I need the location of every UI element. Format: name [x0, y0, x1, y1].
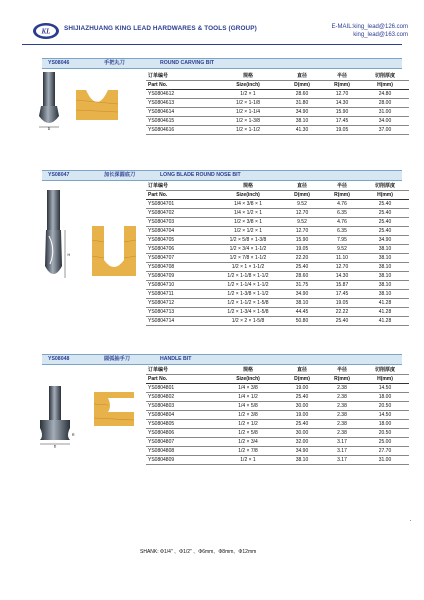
table-row [146, 227, 409, 236]
table-row [146, 117, 409, 126]
table-row [146, 438, 409, 447]
table-row [146, 99, 409, 108]
table-cell: 6.35 [323, 209, 361, 218]
table-cell: 19.05 [323, 126, 361, 135]
spec-table-round-carving [146, 72, 409, 135]
section-name-cn: 手把丸刀 [104, 60, 125, 66]
table-cell: 1/2 × 5/8 [215, 429, 281, 438]
table-cell: 34.90 [361, 236, 409, 245]
table-cell: YS0804710 [146, 281, 215, 290]
table-cell: 19.05 [281, 245, 323, 254]
table-cell: 2.38 [323, 402, 361, 411]
table-cell: R(mm) [323, 375, 361, 384]
table-cell: YS0804714 [146, 317, 215, 326]
table-cell: 1/2 × 7/8 [215, 447, 281, 456]
round-carving-bit-image [38, 72, 64, 130]
table-cell: 直径 [281, 72, 323, 81]
section-code: YS08048 [48, 356, 70, 362]
table-cell: 半径 [323, 72, 361, 81]
spec-table-long-blade [146, 182, 409, 326]
table-row [146, 90, 409, 99]
page-header [22, 20, 414, 44]
table-cell: 1/4 × 3/8 × 1 [215, 200, 281, 209]
table-cell: YS0804615 [146, 117, 215, 126]
table-cell: 25.40 [361, 209, 409, 218]
table-cell: YS0804707 [146, 254, 215, 263]
table-cell: 12.70 [281, 209, 323, 218]
table-cell: 订单编号 [146, 366, 215, 375]
table-cell: 9.52 [281, 218, 323, 227]
email-1[interactable]: king_lead@126.com [353, 24, 408, 30]
table-cell: 1/2 × 1-3/4 × 1-5/8 [215, 308, 281, 317]
table-cell: 17.45 [323, 117, 361, 126]
table-cell: Part No. [146, 191, 215, 200]
table-row [146, 272, 409, 281]
table-cell: 1/2 × 1-1/8 [215, 99, 281, 108]
table-cell: YS0804701 [146, 200, 215, 209]
table-cell: 1/2 × 1-1/4 × 1-1/2 [215, 281, 281, 290]
table-header-cn [146, 72, 409, 81]
table-cell: YS0804708 [146, 263, 215, 272]
table-header-cn [146, 366, 409, 375]
table-cell: 1/2 × 1-1/2 × 1-5/8 [215, 299, 281, 308]
section-name-cn: 加长深圆底刀 [104, 172, 136, 178]
table-cell: YS0804616 [146, 126, 215, 135]
table-cell: YS0804706 [146, 245, 215, 254]
table-cell: 31.00 [361, 456, 409, 465]
table-header-en [146, 81, 409, 90]
table-cell: 19.00 [281, 411, 323, 420]
table-cell: YS0804804 [146, 411, 215, 420]
table-row [146, 290, 409, 299]
table-cell: YS0804805 [146, 420, 215, 429]
table-cell: 37.00 [361, 126, 409, 135]
long-blade-profile-image [92, 226, 136, 276]
table-cell: 规格 [215, 182, 281, 191]
section-bar [42, 58, 402, 69]
table-row [146, 402, 409, 411]
table-cell: 28.60 [281, 90, 323, 99]
table-cell: D(mm) [281, 375, 323, 384]
section-bar [42, 354, 402, 365]
table-cell: 28.00 [361, 99, 409, 108]
long-blade-bit-image [40, 190, 70, 282]
diagram-label-d: D [53, 444, 57, 448]
table-row [146, 393, 409, 402]
table-row [146, 236, 409, 245]
table-cell: YS0804704 [146, 227, 215, 236]
table-cell: 1/2 × 3/8 × 1 [215, 218, 281, 227]
table-cell: YS0804711 [146, 290, 215, 299]
table-cell: 1/2 × 1-1/4 [215, 108, 281, 117]
table-cell: 34.90 [281, 290, 323, 299]
table-cell: 切削厚度 [361, 72, 409, 81]
table-cell: D(mm) [281, 81, 323, 90]
table-cell: YS0804802 [146, 393, 215, 402]
table-cell: 20.50 [361, 429, 409, 438]
table-cell: 1/4 × 5/8 [215, 402, 281, 411]
table-cell: YS0804807 [146, 438, 215, 447]
table-cell: 订单编号 [146, 182, 215, 191]
table-cell: 25.40 [281, 420, 323, 429]
section-round-carving-bit [42, 58, 402, 69]
table-cell: 4.76 [323, 200, 361, 209]
table-row [146, 317, 409, 326]
table-cell: 30.00 [281, 402, 323, 411]
table-cell: Size(inch) [215, 375, 281, 384]
table-cell: 规格 [215, 72, 281, 81]
table-cell: 19.05 [323, 299, 361, 308]
table-cell: 1/2 × 1-1/2 [215, 126, 281, 135]
table-cell: 1/2 × 3/4 [215, 438, 281, 447]
table-cell: 25.40 [281, 263, 323, 272]
section-code: YS08047 [48, 172, 70, 178]
table-row [146, 281, 409, 290]
table-cell: 12.70 [323, 90, 361, 99]
table-cell: 2.38 [323, 411, 361, 420]
table-cell: 1/2 × 1/2 [215, 420, 281, 429]
table-cell: 19.00 [281, 384, 323, 393]
table-cell: YS0804806 [146, 429, 215, 438]
email-label: E-MAIL: [331, 24, 354, 30]
table-cell: 41.28 [361, 299, 409, 308]
table-cell: H(mm) [361, 375, 409, 384]
header-divider [22, 44, 402, 45]
table-cell: 24.80 [361, 90, 409, 99]
table-row [146, 429, 409, 438]
section-long-blade-round-nose [42, 170, 402, 181]
table-header-en [146, 191, 409, 200]
table-cell: 半径 [323, 182, 361, 191]
table-cell: 34.90 [281, 447, 323, 456]
table-cell: 25.40 [281, 393, 323, 402]
table-cell: 12.70 [323, 263, 361, 272]
table-row [146, 254, 409, 263]
table-cell: 2.38 [323, 429, 361, 438]
email-block [332, 23, 408, 39]
table-cell: 9.52 [281, 200, 323, 209]
table-cell: 38.10 [281, 117, 323, 126]
company-name: SHIJIAZHUANG KING LEAD HARDWARES & TOOLS (GROUP) [64, 25, 257, 32]
table-cell: 1/4 × 1/2 × 1 [215, 209, 281, 218]
table-cell: 27.70 [361, 447, 409, 456]
table-cell: 规格 [215, 366, 281, 375]
table-row [146, 411, 409, 420]
table-cell: 1/2 × 5/8 × 1-3/8 [215, 236, 281, 245]
table-cell: 14.50 [361, 411, 409, 420]
table-cell: YS0804801 [146, 384, 215, 393]
table-cell: 38.10 [361, 245, 409, 254]
table-cell: 25.40 [323, 317, 361, 326]
table-cell: 17.45 [323, 290, 361, 299]
table-cell: 直径 [281, 366, 323, 375]
table-cell: YS0804613 [146, 99, 215, 108]
table-cell: 切削厚度 [361, 182, 409, 191]
table-cell: 3.17 [323, 438, 361, 447]
diagram-label-r: R [72, 433, 75, 437]
table-row [146, 308, 409, 317]
table-cell: 22.22 [323, 308, 361, 317]
handle-bit-profile-image [94, 392, 134, 426]
section-code: YS08046 [48, 60, 70, 66]
table-header-en [146, 375, 409, 384]
table-row [146, 299, 409, 308]
table-cell: 直径 [281, 182, 323, 191]
table-cell: 1/2 × 3/8 [215, 411, 281, 420]
table-cell: 1/4 × 1/2 [215, 393, 281, 402]
table-cell: YS0804703 [146, 218, 215, 227]
table-cell: Part No. [146, 81, 215, 90]
table-cell: 切削厚度 [361, 366, 409, 375]
table-cell: YS0804713 [146, 308, 215, 317]
table-cell: 41.28 [361, 317, 409, 326]
table-cell: YS0804614 [146, 108, 215, 117]
table-cell: 1/2 × 1-1/8 × 1-1/2 [215, 272, 281, 281]
table-cell: 50.80 [281, 317, 323, 326]
table-cell: 41.28 [361, 308, 409, 317]
table-cell: 38.10 [361, 281, 409, 290]
table-cell: 14.50 [361, 384, 409, 393]
table-header-cn [146, 182, 409, 191]
table-cell: R(mm) [323, 81, 361, 90]
spec-table-handle-bit [146, 366, 409, 465]
section-name-en: HANDLE BIT [160, 356, 192, 362]
table-cell: YS0804702 [146, 209, 215, 218]
table-cell: 订单编号 [146, 72, 215, 81]
table-cell: YS0804612 [146, 90, 215, 99]
table-row [146, 447, 409, 456]
table-row [146, 420, 409, 429]
table-cell: 11.10 [323, 254, 361, 263]
section-name-cn: 圆弧抽手刀 [104, 356, 130, 362]
table-cell: 31.75 [281, 281, 323, 290]
table-cell: Part No. [146, 375, 215, 384]
table-cell: 34.90 [281, 108, 323, 117]
table-row [146, 209, 409, 218]
table-cell: 7.95 [323, 236, 361, 245]
table-cell: 2.38 [323, 420, 361, 429]
table-row [146, 245, 409, 254]
diagram-label-h: H [67, 253, 70, 257]
table-cell: 半径 [323, 366, 361, 375]
table-cell: 15.87 [323, 281, 361, 290]
table-cell: 1/2 × 1/2 × 1 [215, 227, 281, 236]
table-cell: 12.70 [281, 227, 323, 236]
table-cell: 20.50 [361, 402, 409, 411]
table-cell: 28.60 [281, 272, 323, 281]
table-cell: 30.00 [281, 429, 323, 438]
table-cell: 1/2 × 3/4 × 1-1/2 [215, 245, 281, 254]
table-cell: 25.40 [361, 200, 409, 209]
table-cell: 2.38 [323, 393, 361, 402]
table-cell: 34.00 [361, 117, 409, 126]
table-cell: 1/2 × 2 × 1-5/8 [215, 317, 281, 326]
diagram-label-d: D [47, 127, 51, 130]
table-cell: 25.40 [361, 227, 409, 236]
table-cell: 25.00 [361, 438, 409, 447]
table-cell: 3.17 [323, 456, 361, 465]
table-cell: 3.17 [323, 447, 361, 456]
section-bar [42, 170, 402, 181]
table-cell: 18.00 [361, 420, 409, 429]
table-cell: Size(inch) [215, 191, 281, 200]
table-cell: H(mm) [361, 191, 409, 200]
table-cell: 44.45 [281, 308, 323, 317]
table-cell: 18.00 [361, 393, 409, 402]
table-cell: 31.00 [361, 108, 409, 117]
table-row [146, 126, 409, 135]
table-cell: 38.10 [361, 263, 409, 272]
table-cell: D(mm) [281, 191, 323, 200]
table-cell: YS0804705 [146, 236, 215, 245]
table-cell: 38.10 [361, 254, 409, 263]
table-cell: YS0804709 [146, 272, 215, 281]
table-cell: 1/2 × 1 [215, 90, 281, 99]
table-cell: 22.20 [281, 254, 323, 263]
table-cell: 1/4 × 3/8 [215, 384, 281, 393]
table-cell: YS0804803 [146, 402, 215, 411]
table-cell: 1/2 × 1 × 1-1/2 [215, 263, 281, 272]
table-cell: 14.30 [323, 272, 361, 281]
section-name-en: ROUND CARVING BIT [160, 60, 215, 66]
page-speck [410, 520, 411, 521]
table-cell: 41.30 [281, 126, 323, 135]
table-cell: 2.38 [323, 384, 361, 393]
table-cell: 1/2 × 1 [215, 456, 281, 465]
section-handle-bit [42, 354, 402, 365]
table-cell: 38.10 [281, 456, 323, 465]
table-cell: 38.10 [361, 290, 409, 299]
table-cell: 4.76 [323, 218, 361, 227]
table-cell: YS0804808 [146, 447, 215, 456]
table-cell: 32.00 [281, 438, 323, 447]
table-cell: 14.30 [323, 99, 361, 108]
table-cell: YS0804712 [146, 299, 215, 308]
table-cell: 38.10 [281, 299, 323, 308]
table-row [146, 108, 409, 117]
table-row [146, 200, 409, 209]
table-cell: 6.35 [323, 227, 361, 236]
table-cell: Size(inch) [215, 81, 281, 90]
table-cell: 1/2 × 1-3/8 × 1-1/2 [215, 290, 281, 299]
logo-text: KL [41, 27, 51, 36]
table-cell: 38.10 [361, 272, 409, 281]
section-name-en: LONG BLADE ROUND NOSE BIT [160, 172, 241, 178]
table-cell: H(mm) [361, 81, 409, 90]
table-cell: 15.90 [281, 236, 323, 245]
handle-bit-image [36, 386, 76, 448]
shank-note: SHANK: Φ1/4" 、Φ1/2" 、Φ6mm、Φ8mm、Φ12mm [140, 549, 257, 555]
table-row [146, 456, 409, 465]
table-cell: 31.80 [281, 99, 323, 108]
table-row [146, 263, 409, 272]
company-logo [32, 22, 60, 40]
table-cell: 15.90 [323, 108, 361, 117]
table-row [146, 384, 409, 393]
table-cell: 1/2 × 1-3/8 [215, 117, 281, 126]
table-cell: YS0804809 [146, 456, 215, 465]
table-cell: 1/2 × 7/8 × 1-1/2 [215, 254, 281, 263]
round-carving-profile-image [76, 90, 118, 120]
table-cell: 9.52 [323, 245, 361, 254]
table-cell: R(mm) [323, 191, 361, 200]
email-2[interactable]: king_lead@163.com [353, 32, 408, 38]
table-cell: 25.40 [361, 218, 409, 227]
table-row [146, 218, 409, 227]
